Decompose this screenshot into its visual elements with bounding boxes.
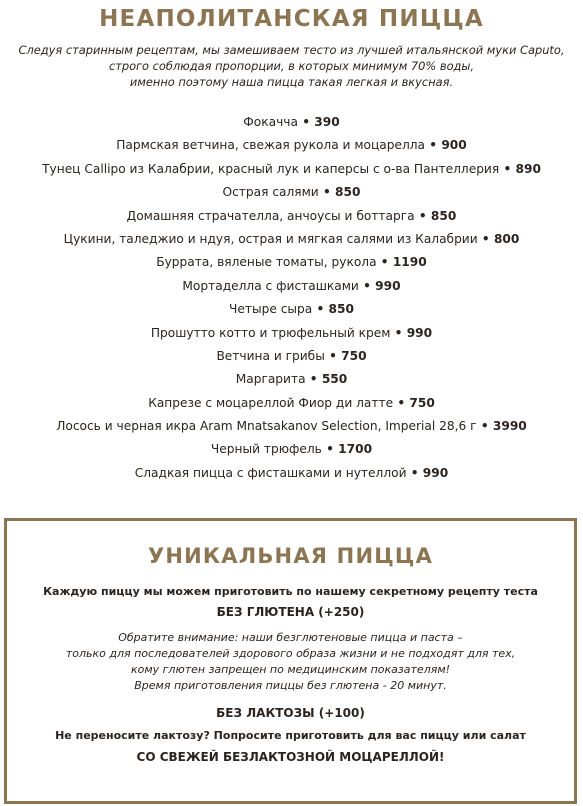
lactose-mozzarella-line: СО СВЕЖЕЙ БЕЗЛАКТОЗНОЙ МОЦАРЕЛЛОЙ! bbox=[136, 750, 445, 764]
intro-line: строго соблюдая пропорции, в которых минимум 70% воды, bbox=[108, 59, 475, 73]
menu-item-name: Лосось и черная икра Aram Mnatsakanov Selection, Imperial 28,6 г bbox=[56, 419, 477, 434]
menu-item bbox=[0, 462, 583, 485]
menu-item-price: 850 bbox=[335, 185, 361, 200]
menu-item-name: Домашняя страчателла, анчоусы и боттарга bbox=[126, 208, 415, 223]
menu-item-name: Капрезе с моцареллой Фиор ди латте bbox=[148, 395, 394, 410]
menu-item bbox=[0, 251, 583, 274]
unique-title: УНИКАЛЬНАЯ ПИЦЦА bbox=[147, 544, 434, 568]
menu-item bbox=[0, 134, 583, 157]
price-separator: • bbox=[414, 208, 431, 223]
menu-item bbox=[0, 322, 583, 345]
price-separator: • bbox=[477, 231, 494, 246]
price-separator: • bbox=[324, 348, 342, 363]
menu-item-price: 990 bbox=[406, 325, 433, 340]
menu-item-name: Маргарита bbox=[235, 372, 306, 387]
menu-item-name: Прошутто котто и трюфельный крем bbox=[150, 325, 391, 340]
price-separator: • bbox=[321, 442, 339, 457]
intro-line: именно поэтому наша пицца такая легкая и вкусная. bbox=[129, 75, 454, 89]
menu-item bbox=[0, 438, 583, 461]
menu-item-name: Мортаделла с фисташками bbox=[182, 278, 359, 293]
menu-item bbox=[0, 205, 583, 228]
menu-item bbox=[0, 275, 583, 298]
menu-item-price: 850 bbox=[328, 302, 354, 317]
menu-item-name: Четыре сыра bbox=[229, 302, 313, 317]
menu-item-price: 1190 bbox=[392, 255, 427, 270]
secret-recipe-line: Каждую пиццу мы можем приготовить по нашему секретному рецепту теста bbox=[43, 585, 538, 598]
menu-item-price: 800 bbox=[493, 231, 520, 246]
menu-item-price: 900 bbox=[441, 138, 467, 153]
menu-item bbox=[0, 111, 583, 134]
menu-item-price: 750 bbox=[409, 395, 435, 410]
menu-item-name: Пармская ветчина, свежая рукола и моцарелла bbox=[116, 138, 426, 153]
menu-item bbox=[0, 228, 583, 251]
menu-item-price: 850 bbox=[430, 208, 457, 223]
price-separator: • bbox=[305, 372, 322, 387]
neapolitan-intro bbox=[0, 42, 583, 90]
menu-item-name: Ветчина и грибы bbox=[216, 348, 325, 363]
menu-item-name: Черный трюфель bbox=[210, 442, 322, 457]
menu-item-name: Фокачча bbox=[243, 115, 298, 129]
price-separator: • bbox=[318, 185, 336, 200]
menu-item bbox=[0, 368, 583, 391]
price-separator: • bbox=[358, 278, 376, 293]
menu-item bbox=[0, 181, 583, 204]
menu-item-price: 890 bbox=[515, 161, 541, 176]
menu-item-name: Цукини, таледжио и ндуя, острая и мягкая салями из Калабрии bbox=[63, 231, 478, 246]
price-separator: • bbox=[406, 465, 423, 480]
price-separator: • bbox=[376, 255, 393, 270]
menu-item bbox=[0, 392, 583, 415]
intro-line: Следуя старинным рецептам, мы замешиваем тесто из лучшей итальянской муки Caputo, bbox=[18, 43, 565, 57]
menu-item-price: 390 bbox=[314, 115, 340, 129]
pizza-menu-list bbox=[0, 111, 583, 485]
gluten-note-line: кому глютен запрещен по медицинским показателям! bbox=[130, 663, 451, 676]
price-separator: • bbox=[499, 161, 516, 176]
price-separator: • bbox=[312, 302, 329, 317]
menu-item-name: Тунец Callipo из Калабрии, красный лук и каперсы с о-ва Пантеллерия bbox=[42, 161, 500, 176]
price-separator: • bbox=[476, 419, 493, 434]
price-separator: • bbox=[425, 138, 442, 153]
menu-item-name: Острая салями bbox=[222, 185, 319, 200]
menu-item-price: 550 bbox=[321, 372, 348, 387]
price-separator: • bbox=[297, 115, 315, 129]
unique-pizza-box bbox=[4, 518, 577, 804]
menu-item bbox=[0, 298, 583, 321]
price-separator: • bbox=[390, 325, 407, 340]
menu-item-price: 990 bbox=[375, 278, 401, 293]
menu-item-price: 990 bbox=[422, 465, 449, 480]
menu-item-price: 750 bbox=[341, 348, 367, 363]
neapolitan-title: НЕАПОЛИТАНСКАЯ ПИЦЦА bbox=[99, 6, 484, 32]
gluten-note-line: Обратите внимание: наши безглютеновые пицца и паста – bbox=[118, 631, 463, 644]
lactose-free-label: БЕЗ ЛАКТОЗЫ (+100) bbox=[216, 706, 365, 720]
gluten-note-line: только для последователей здорового образа жизни и не подходят для тех, bbox=[65, 647, 516, 660]
lactose-question-line: Не переносите лактозу? Попросите приготовить для вас пиццу или салат bbox=[55, 729, 526, 742]
menu-item-price: 1700 bbox=[338, 442, 373, 457]
menu-item bbox=[0, 158, 583, 181]
gluten-free-label: БЕЗ ГЛЮТЕНА (+250) bbox=[216, 605, 365, 619]
menu-item bbox=[0, 415, 583, 438]
menu-item-name: Сладкая пицца с фисташками и нутеллой bbox=[134, 465, 407, 480]
menu-item-name: Буррата, вяленые томаты, рукола bbox=[156, 255, 377, 270]
gluten-note-line: Время приготовления пиццы без глютена - 20 минут. bbox=[134, 679, 447, 692]
price-separator: • bbox=[393, 395, 410, 410]
menu-item-price: 3990 bbox=[492, 419, 527, 434]
menu-item bbox=[0, 345, 583, 368]
